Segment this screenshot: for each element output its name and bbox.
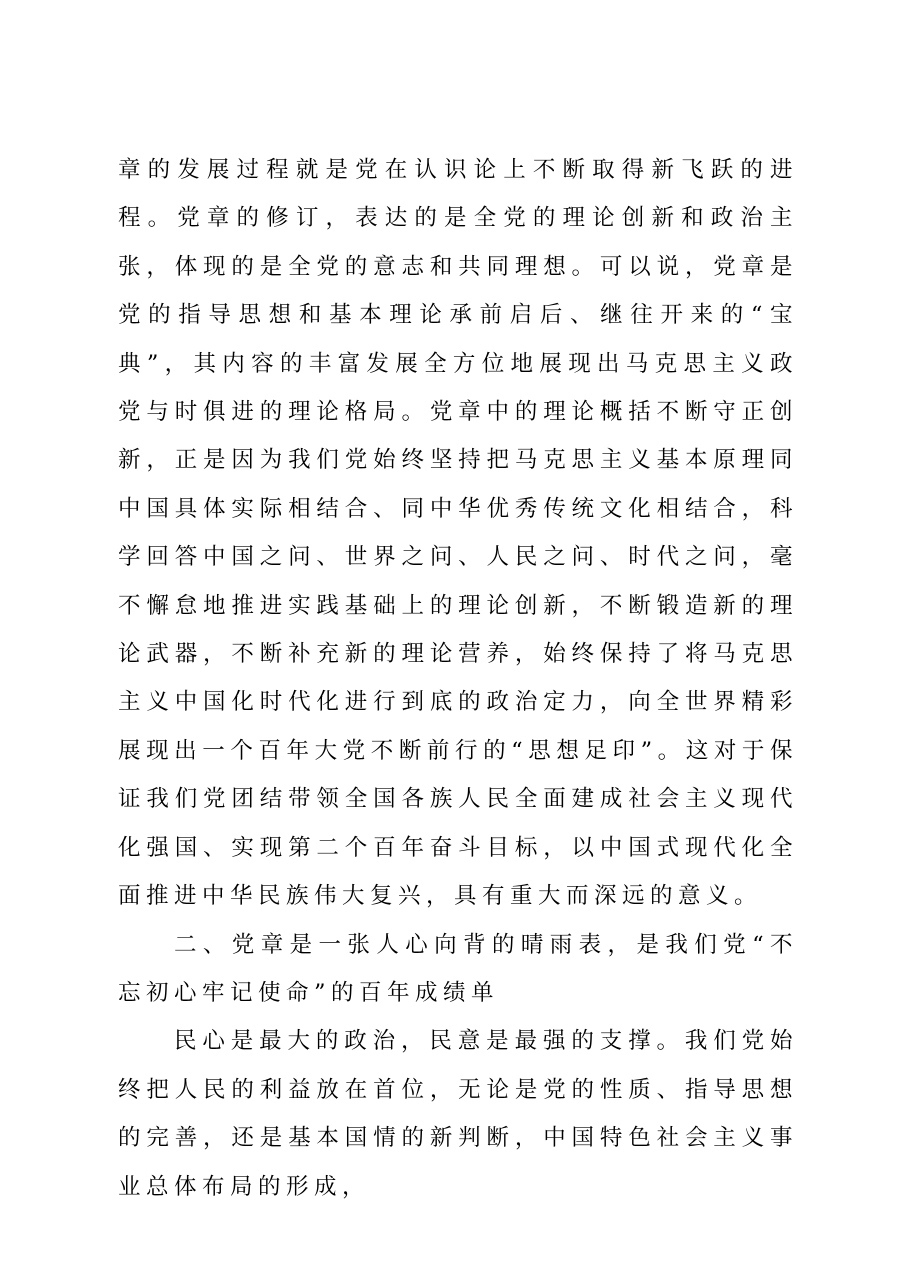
paragraph-continuation: 章的发展过程就是党在认识论上不断取得新飞跃的进程。党章的修订，表达的是全党的理论创新和政治主张，体现的是全党的意志和共同理想。可以说，党章是党的指导思想和基本理论承前启后、继往开来的“宝典”，其内容的丰富发展全方位地展现出马克思主义政党与时俱进的理论格局。党章中的理论概括不断守正创新，正是因为我们党始终坚持把马克思主义基本原理同中国具体实际相结合、同中华优秀传统文化相结合，科学回答中国之问、世界之问、人民之问、时代之问，毫不懈怠地推进实践基础上的理论创新，不断锻造新的理论武器，不断补充新的理论营养，始终保持了将马克思主义中国化时代化进行到底的政治定力，向全世界精彩展现出一个百年大党不断前行的“思想足印”。这对于保证我们党团结带领全国各族人民全面建成社会主义现代化强国、实现第二个百年奋斗目标，以中国式现代化全面推进中华民族伟大复兴，具有重大而深远的意义。 xyxy=(118,157,798,910)
paragraph-people: 民心是最大的政治，民意是最强的支撑。我们党始终把人民的利益放在首位，无论是党的性质、指导思想的完善，还是基本国情的新判断，中国特色社会主义事业总体布局的形成， xyxy=(118,1028,798,1200)
section-heading-two: 二、党章是一张人心向背的晴雨表，是我们党“不忘初心牢记使命”的百年成绩单 xyxy=(118,931,798,1006)
document-body xyxy=(118,146,798,1211)
